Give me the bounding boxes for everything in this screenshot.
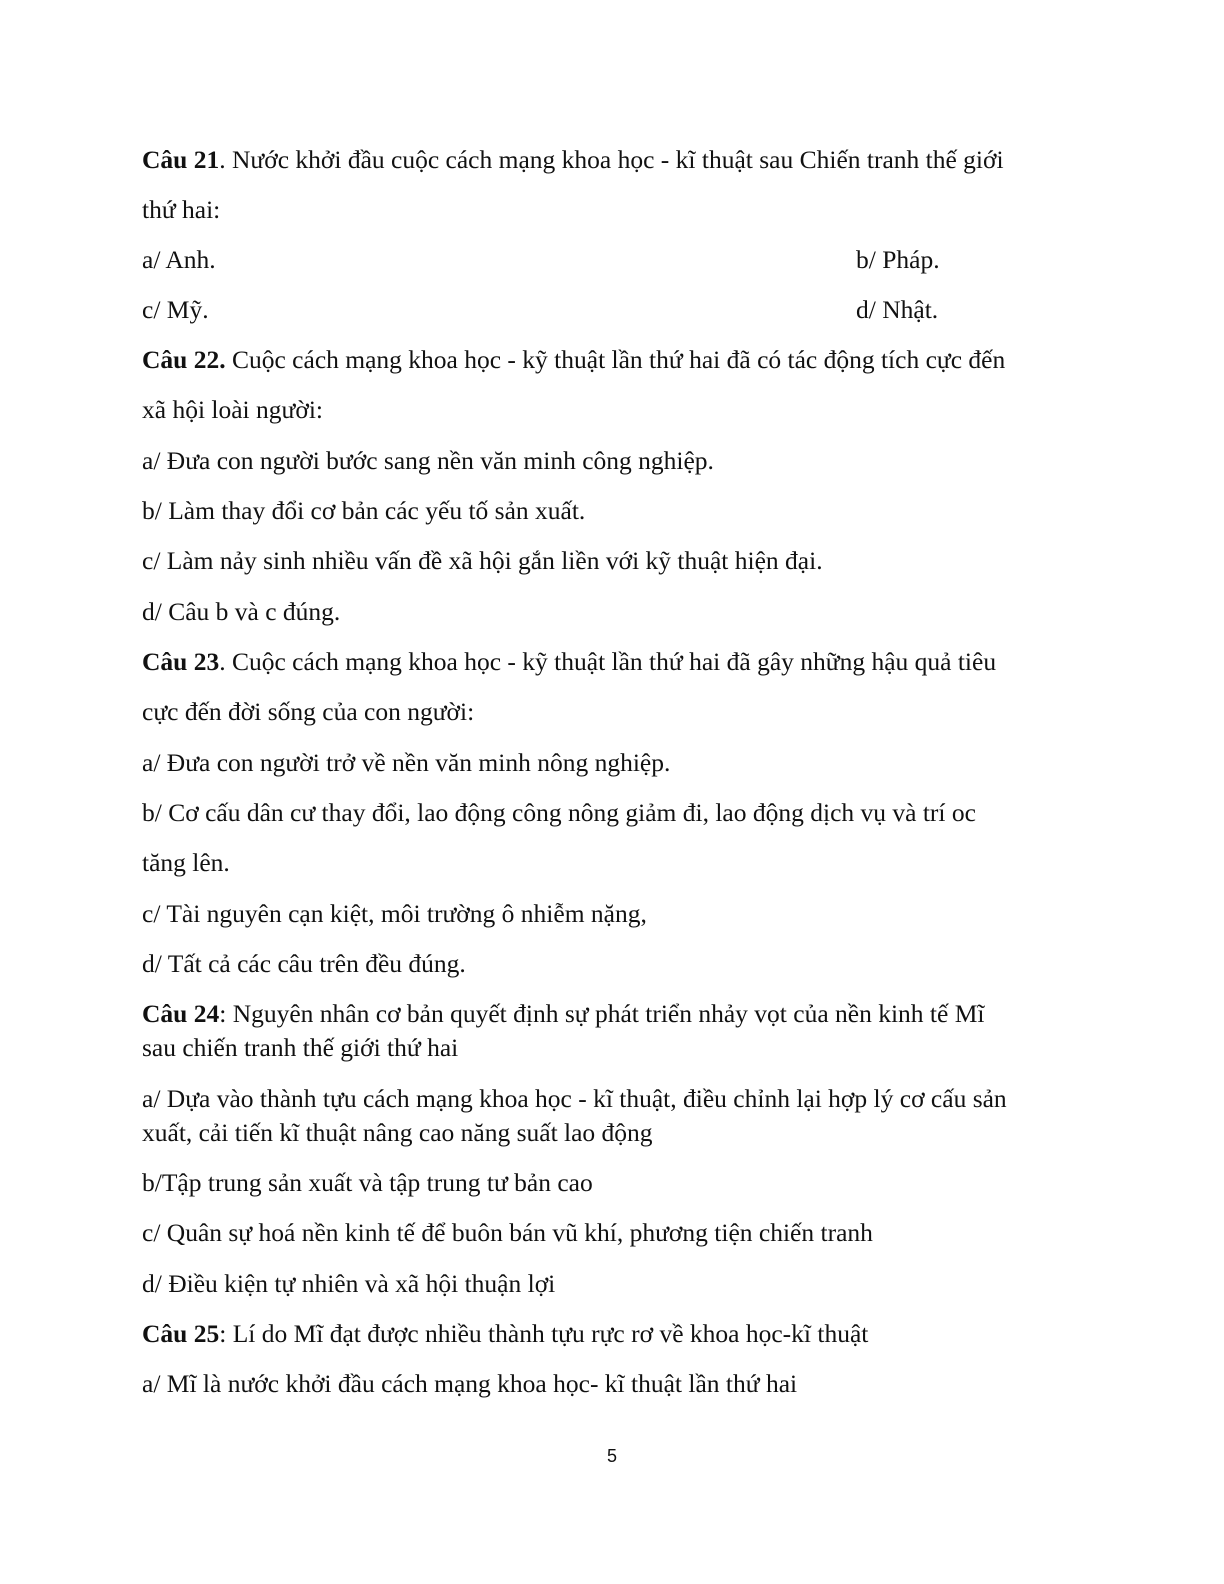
- question-24-option-b: b/Tập trung sản xuất và tập trung tư bản cao: [142, 1168, 593, 1197]
- question-23-stem-cont: cực đến đời sống của con người:: [142, 697, 475, 726]
- question-21-option-d: d/ Nhật.: [856, 295, 939, 324]
- question-24-option-d: d/ Điều kiện tự nhiên và xã hội thuận lợi: [142, 1269, 556, 1298]
- question-22-stem-cont: xã hội loài người:: [142, 395, 323, 424]
- question-21-number: Câu 21: [142, 145, 220, 174]
- question-23-option-c: c/ Tài nguyên cạn kiệt, môi trường ô nhiễm nặng,: [142, 899, 647, 928]
- question-23-option-b: b/ Cơ cấu dân cư thay đổi, lao động công nông giảm đi, lao động dịch vụ và trí oc: [142, 798, 976, 827]
- question-23-option-b-cont: tăng lên.: [142, 848, 230, 877]
- question-22-option-a: a/ Đưa con người bước sang nền văn minh công nghiệp.: [142, 446, 714, 475]
- question-23-stem: Câu 23. Cuộc cách mạng khoa học - kỹ thuật lần thứ hai đã gây những hậu quả tiêu: [142, 647, 997, 676]
- question-23-option-a: a/ Đưa con người trở về nền văn minh nông nghiệp.: [142, 748, 671, 777]
- question-25-option-a: a/ Mĩ là nước khởi đầu cách mạng khoa học- kĩ thuật lần thứ hai: [142, 1369, 798, 1398]
- question-24-option-a-cont: xuất, cải tiến kĩ thuật nâng cao năng suất lao động: [142, 1118, 653, 1147]
- question-24-stem-cont: sau chiến tranh thế giới thứ hai: [142, 1033, 459, 1062]
- question-24-stem: Câu 24: Nguyên nhân cơ bản quyết định sự phát triển nhảy vọt của nền kinh tế Mĩ: [142, 999, 985, 1028]
- question-23-number: Câu 23: [142, 647, 220, 676]
- question-24-number: Câu 24: [142, 999, 220, 1028]
- question-25-number: Câu 25: [142, 1319, 220, 1348]
- question-21-option-a: a/ Anh.: [142, 245, 216, 274]
- page-number: 5: [606, 1446, 617, 1466]
- question-22-option-d: d/ Câu b và c đúng.: [142, 597, 341, 626]
- question-21-option-b: b/ Pháp.: [856, 245, 940, 274]
- question-24-option-a: a/ Dựa vào thành tựu cách mạng khoa học - kĩ thuật, điều chỉnh lại hợp lý cơ cấu sản: [142, 1084, 1007, 1113]
- question-22-option-c: c/ Làm nảy sinh nhiều vấn đề xã hội gắn liền với kỹ thuật hiện đại.: [142, 546, 823, 575]
- question-23-option-d: d/ Tất cả các câu trên đều đúng.: [142, 949, 466, 978]
- question-21-option-c: c/ Mỹ.: [142, 295, 209, 324]
- question-21-stem-cont: thứ hai:: [142, 195, 221, 224]
- question-21-stem: Câu 21. Nước khởi đầu cuộc cách mạng khoa học - kĩ thuật sau Chiến tranh thế giới: [142, 145, 1004, 174]
- question-25-stem: Câu 25: Lí do Mĩ đạt được nhiều thành tựu rực rơ về khoa học-kĩ thuật: [142, 1319, 869, 1348]
- question-24-option-c: c/ Quân sự hoá nền kinh tế để buôn bán vũ khí, phương tiện chiến tranh: [142, 1218, 873, 1247]
- question-22-number: Câu 22.: [142, 345, 226, 374]
- question-22-option-b: b/ Làm thay đổi cơ bản các yếu tố sản xuất.: [142, 496, 586, 525]
- question-22-stem: Câu 22. Cuộc cách mạng khoa học - kỹ thuật lần thứ hai đã có tác động tích cực đến: [142, 345, 1006, 374]
